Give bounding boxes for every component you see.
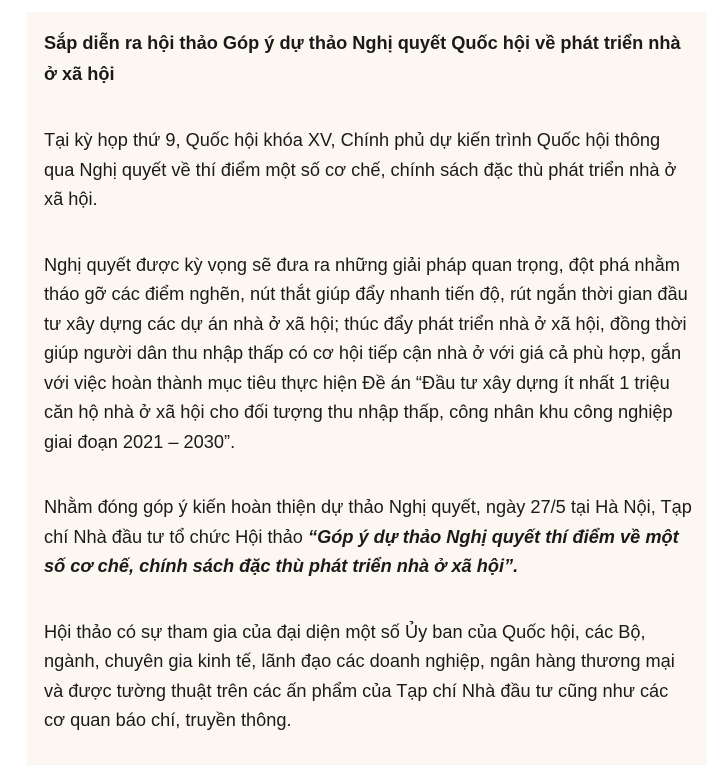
article-headline: Sắp diễn ra hội thảo Góp ý dự thảo Nghị quyết Quốc hội về phát triển nhà ở xã hội xyxy=(44,33,681,84)
paragraph-2: Nghị quyết được kỳ vọng sẽ đưa ra những giải pháp quan trọng, đột phá nhằm tháo gỡ các điểm nghẽn, nút thắt giúp đẩy nhanh tiến độ, rút ngắn thời gian đầu tư xây dựng các dự án nhà ở xã hội; thúc đẩy phát triển nhà ở xã hội, đồng thời giúp người dân thu nhập thấp có cơ hội tiếp cận nhà ở với giá cả phù hợp, gắn với việc hoàn thành mục tiêu thực hiện Đề án “Đầu tư xây dựng ít nhất 1 triệu căn hộ nhà ở xã hội cho đối tượng thu nhập thấp, công nhân khu công nghiệp giai đoạn 2021 – 2030”. xyxy=(44,254,688,452)
article-box xyxy=(27,12,707,765)
seminar-title: “Góp ý dự thảo Nghị quyết thí điểm về một số cơ chế, chính sách đặc thù phát triển nhà ở xã hội”. xyxy=(44,526,679,576)
paragraph-3-text: Nhằm đóng góp ý kiến hoàn thiện dự thảo Nghị quyết, ngày 27/5 tại Hà Nội, Tạp chí Nhà đầu tư tổ chức Hội thảo xyxy=(44,497,692,547)
paragraph-4: Hội thảo có sự tham gia của đại diện một số Ủy ban của Quốc hội, các Bộ, ngành, chuyên gia kinh tế, lãnh đạo các doanh nghiệp, ngân hàng thương mại và được tường thuật trên các ấn phẩm của Tạp chí Nhà đầu tư cũng như các cơ quan báo chí, truyền thông. xyxy=(44,621,675,730)
paragraph-1: Tại kỳ họp thứ 9, Quốc hội khóa XV, Chính phủ dự kiến trình Quốc hội thông qua Nghị quyết về thí điểm một số cơ chế, chính sách đặc thù phát triển nhà ở xã hội. xyxy=(44,130,677,209)
paragraph-3 xyxy=(44,493,693,582)
